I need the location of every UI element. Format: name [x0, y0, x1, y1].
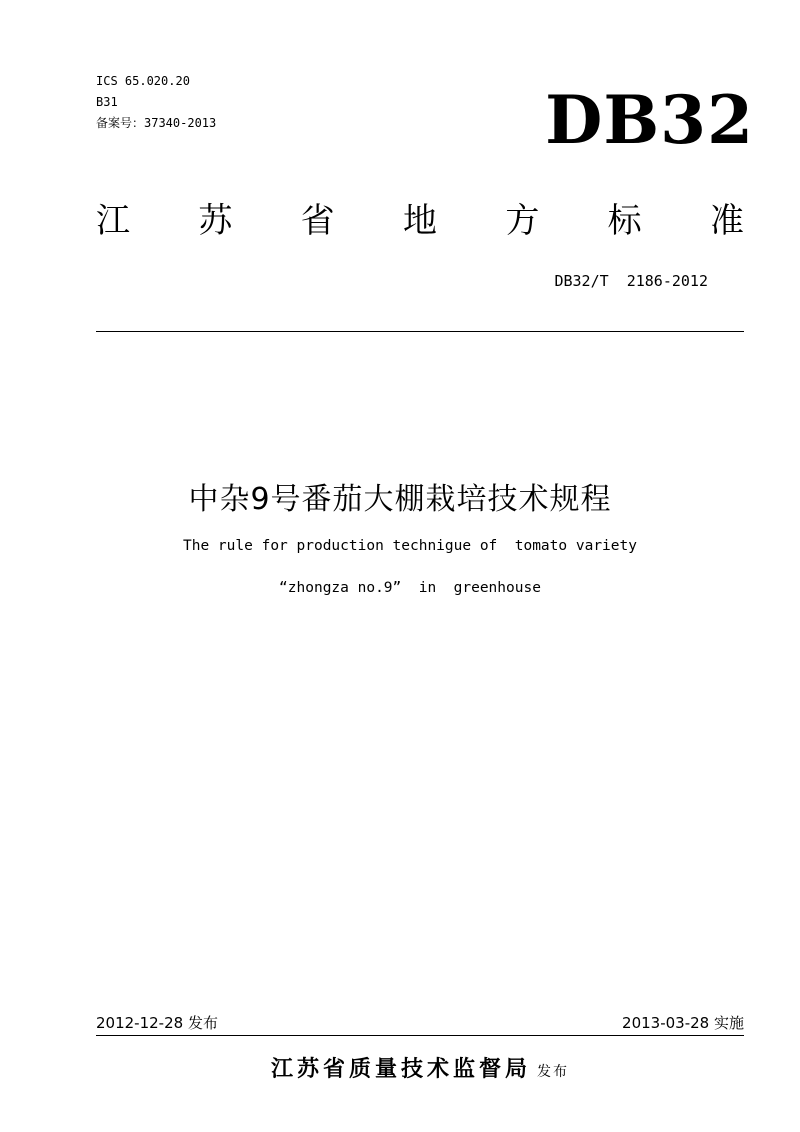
title-chinese: 中杂9号番茄大棚栽培技术规程	[188, 482, 612, 517]
title-english-line1: The rule for production technigue of tomato variety	[183, 538, 637, 554]
db-logo: DB32	[545, 81, 754, 159]
publisher-suffix: 发布	[537, 1064, 569, 1080]
top-divider	[96, 331, 744, 332]
title-english-line2: “zhongza no.9” in greenhouse	[279, 580, 541, 596]
ics-code: ICS 65.020.20	[96, 74, 190, 88]
implementation-date: 2013-03-28 实施	[622, 1014, 744, 1032]
standard-code: DB32/T 2186-2012	[554, 272, 708, 290]
standard-type-char: 标	[607, 201, 642, 241]
publisher	[0, 1052, 800, 1083]
standard-type-char: 江	[96, 201, 130, 241]
standard-type-heading	[96, 196, 744, 246]
record-number: 备案号：37340-2013	[96, 116, 217, 130]
ccs-code: B31	[96, 95, 118, 109]
standard-type-char: 省	[300, 201, 335, 241]
publisher-name: 江苏省质量技术监督局	[270, 1057, 531, 1082]
issue-date: 2012-12-28 发布	[96, 1014, 218, 1032]
standard-type-char: 地	[402, 201, 437, 241]
bottom-divider	[96, 1035, 744, 1036]
standard-type-char: 方	[505, 201, 540, 241]
standard-type-char: 准	[709, 201, 744, 241]
standard-type-char: 苏	[198, 201, 233, 241]
